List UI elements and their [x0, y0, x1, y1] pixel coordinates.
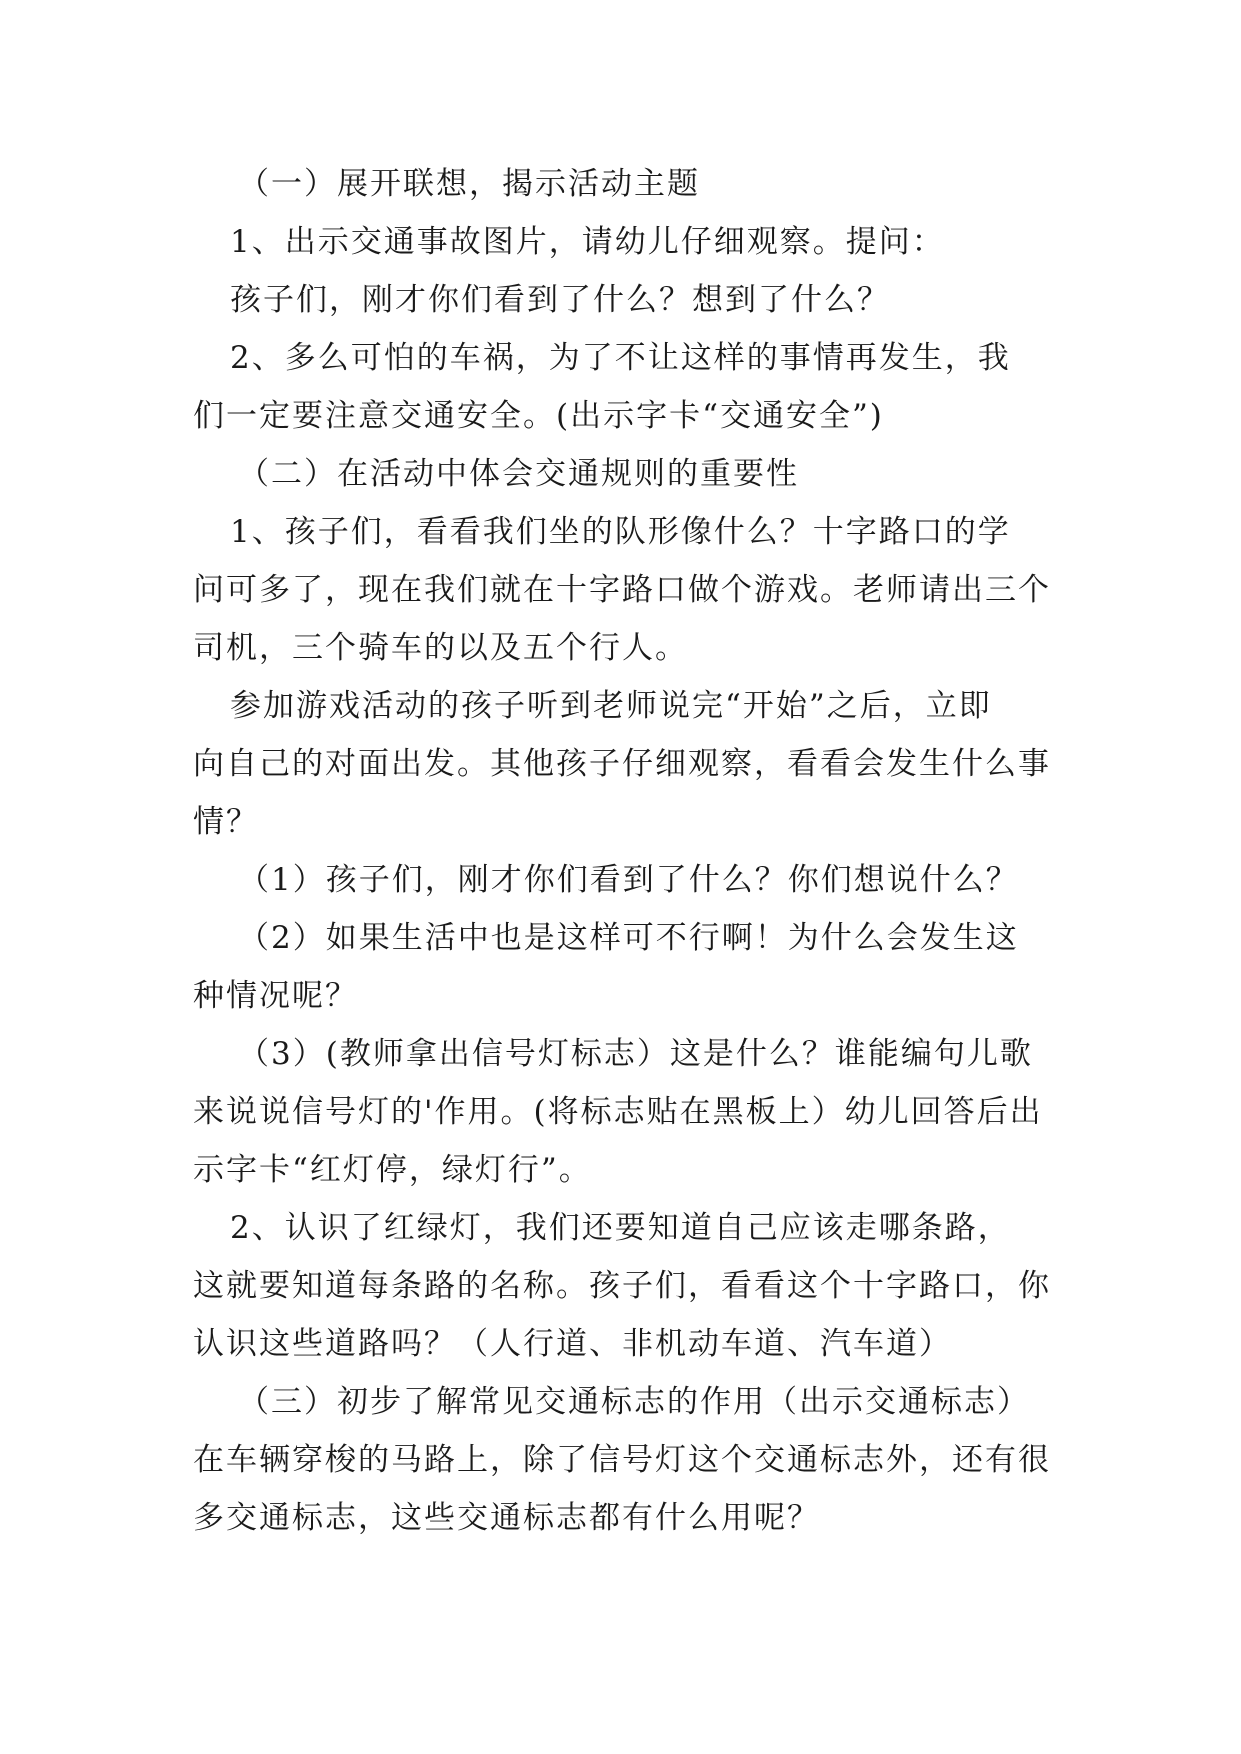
paragraph-line: 参加游戏活动的孩子听到老师说完“开始”之后，立即: [230, 688, 992, 724]
section-heading-2: （二）在活动中体会交通规则的重要性: [238, 456, 799, 492]
paragraph-line: 问可多了，现在我们就在十字路口做个游戏。老师请出三个: [193, 572, 1051, 608]
paragraph-line: 种情况呢？: [193, 978, 358, 1014]
paragraph-line: 这就要知道每条路的名称。孩子们，看看这个十字路口，你: [193, 1268, 1051, 1304]
paragraph-line: 1、出示交通事故图片，请幼儿仔细观察。提问：: [230, 224, 945, 260]
paragraph-line: 孩子们，刚才你们看到了什么？想到了什么？: [230, 282, 890, 318]
section-heading-3: （三）初步了解常见交通标志的作用（出示交通标志）: [238, 1384, 1030, 1420]
paragraph-line: 向自己的对面出发。其他孩子仔细观察，看看会发生什么事: [193, 746, 1051, 782]
paragraph-line: （1）孩子们，刚才你们看到了什么？你们想说什么？: [238, 862, 1019, 898]
paragraph-line: 2、多么可怕的车祸，为了不让这样的事情再发生，我: [230, 340, 1011, 376]
paragraph-line: （2）如果生活中也是这样可不行啊！为什么会发生这: [238, 920, 1019, 956]
paragraph-line: 2、认识了红绿灯，我们还要知道自己应该走哪条路，: [230, 1210, 1011, 1246]
paragraph-line: 示字卡“红灯停，绿灯行”。: [193, 1152, 592, 1188]
paragraph-line: 1、孩子们，看看我们坐的队形像什么？十字路口的学: [230, 514, 1011, 550]
paragraph-line: 情？: [193, 804, 259, 840]
paragraph-line: 司机，三个骑车的以及五个行人。: [193, 630, 688, 666]
paragraph-line: 多交通标志，这些交通标志都有什么用呢？: [193, 1500, 820, 1536]
paragraph-line: 来说说信号灯的'作用。(将标志贴在黑板上）幼儿回答后出: [193, 1094, 1043, 1130]
paragraph-line: （3）(教师拿出信号灯标志）这是什么？谁能编句儿歌: [238, 1036, 1033, 1072]
paragraph-line: 在车辆穿梭的马路上，除了信号灯这个交通标志外，还有很: [193, 1442, 1051, 1478]
paragraph-line: 认识这些道路吗？（人行道、非机动车道、汽车道）: [193, 1326, 952, 1362]
paragraph-line: 们一定要注意交通安全。(出示字卡“交通安全”): [193, 398, 884, 434]
section-heading-1: （一）展开联想，揭示活动主题: [238, 166, 700, 202]
